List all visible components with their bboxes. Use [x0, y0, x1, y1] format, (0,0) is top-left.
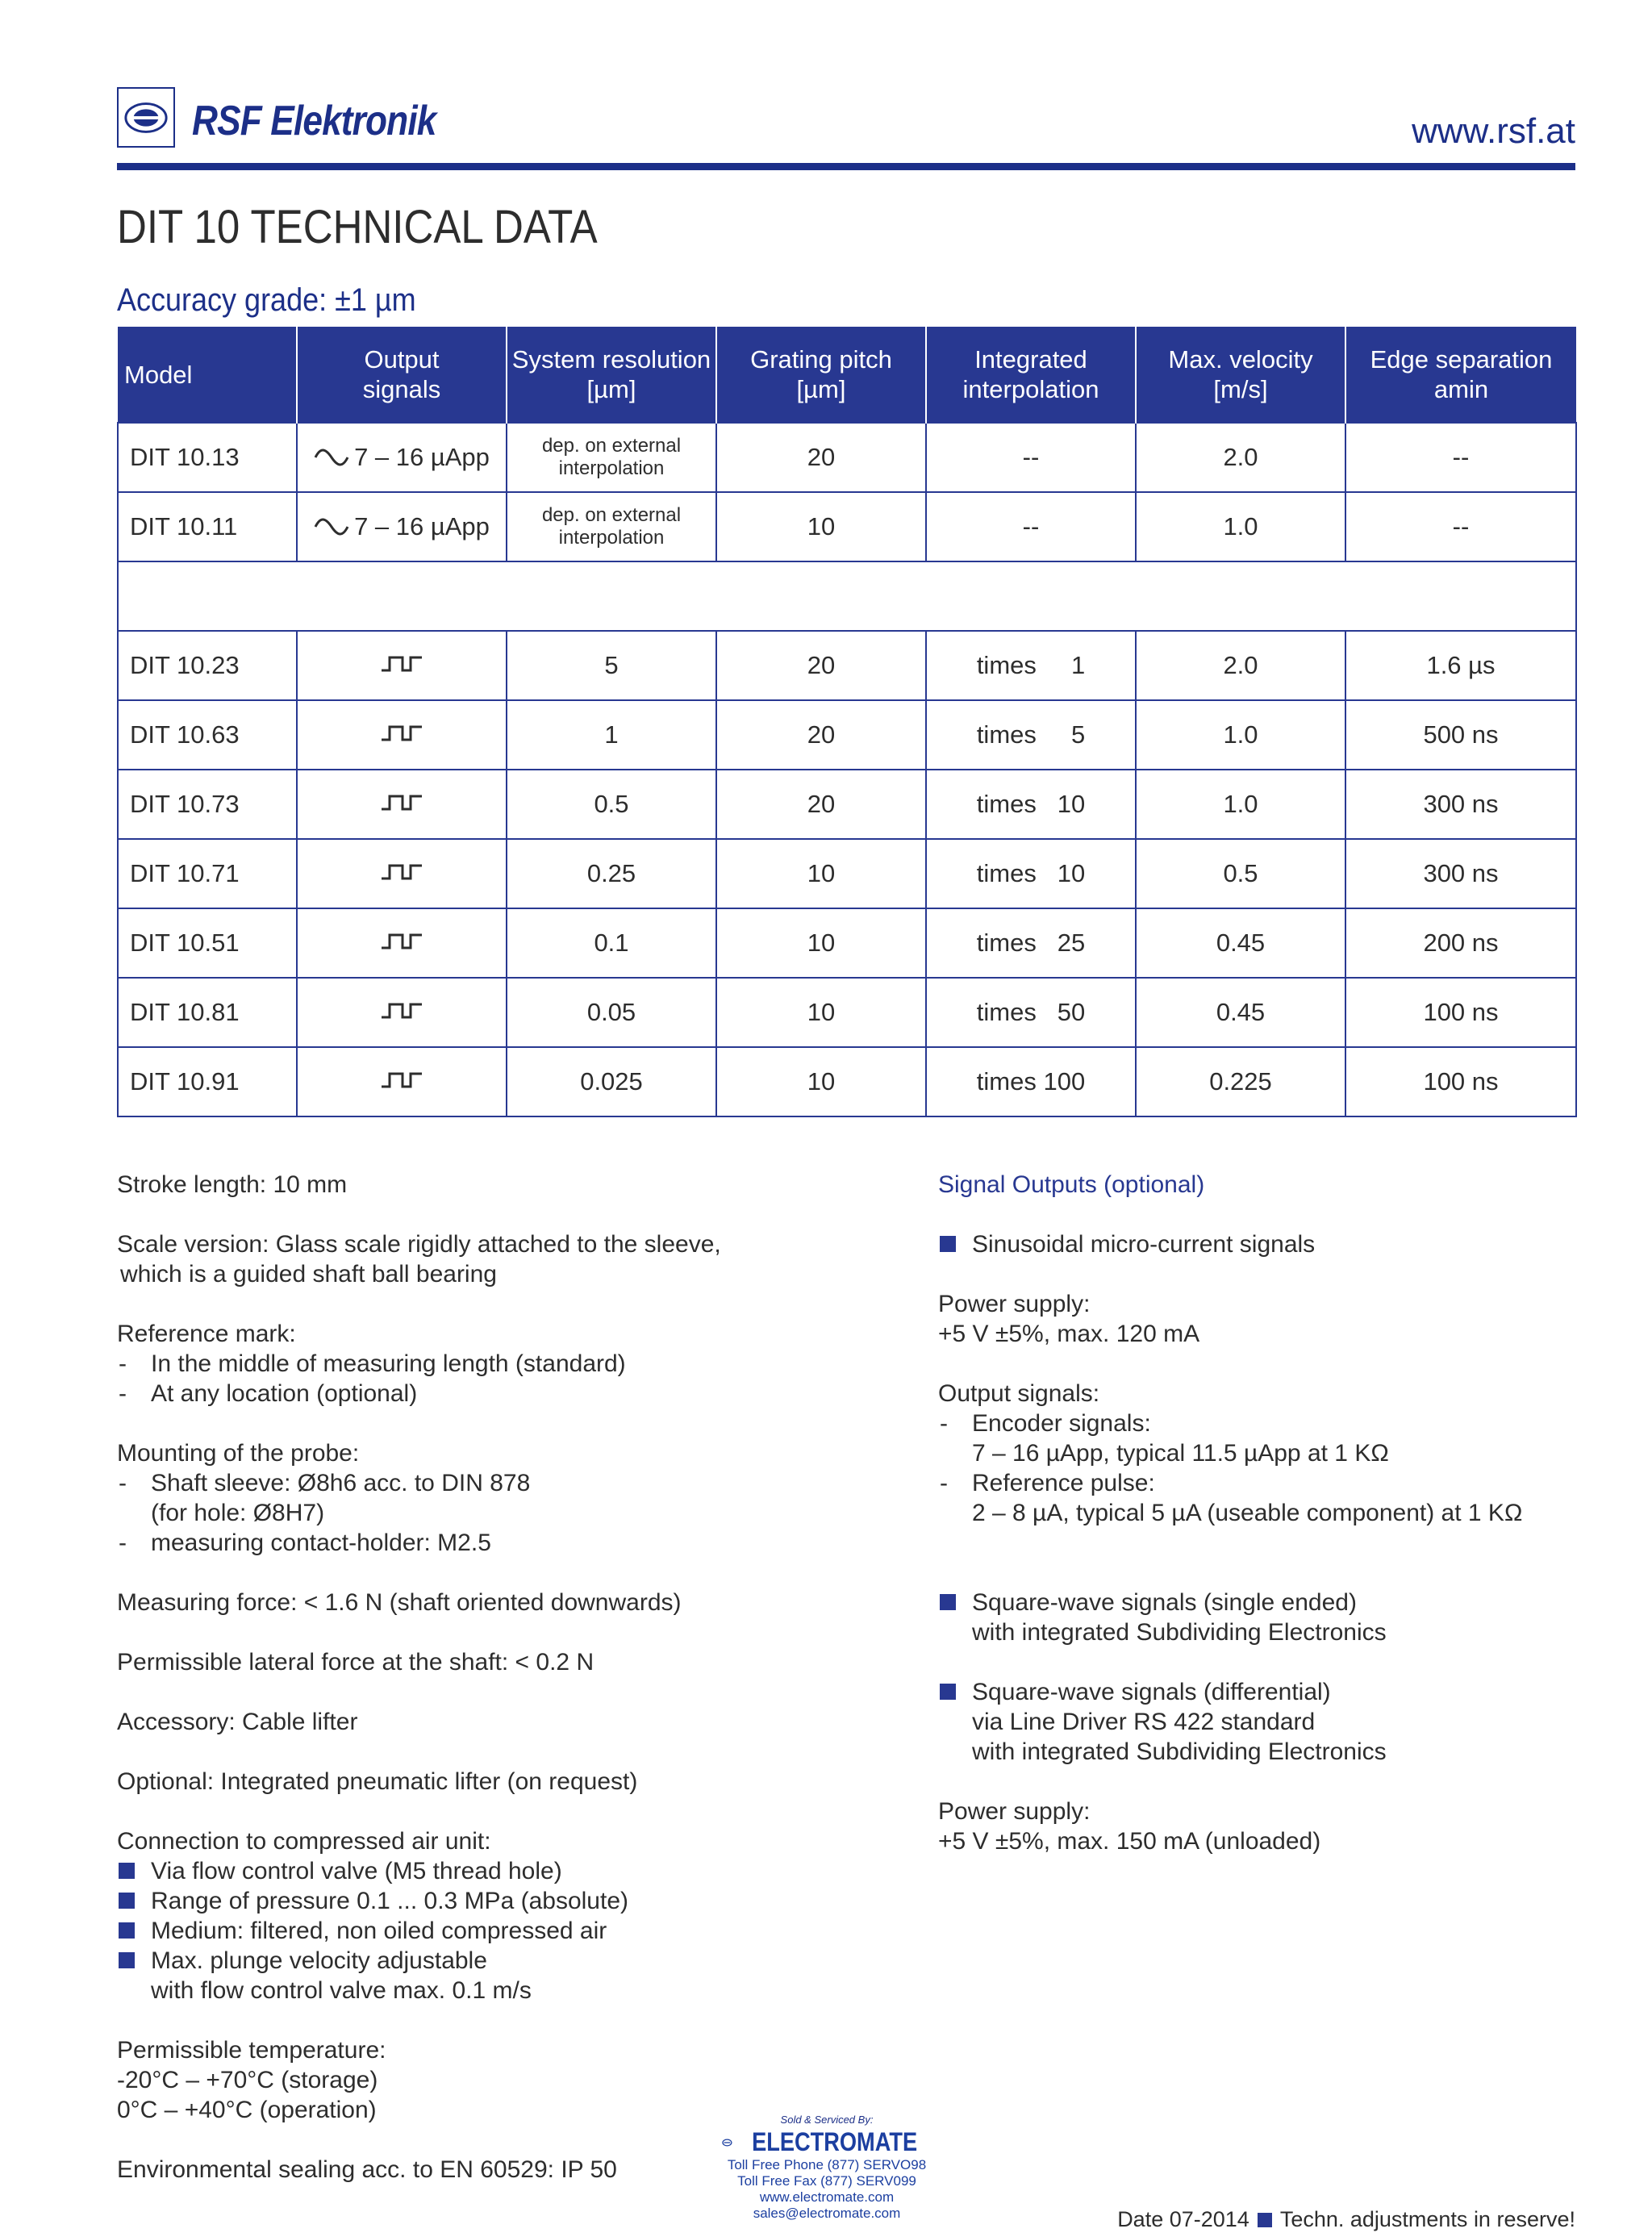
cell-resolution: 5 [507, 631, 716, 700]
power-supply-label: Power supply: [938, 1291, 1091, 1317]
cell-resolution: dep. on external interpolation [507, 423, 716, 492]
cell-pitch: 20 [716, 423, 926, 492]
cell-model: DIT 10.81 [118, 978, 297, 1047]
table-row [118, 908, 1576, 978]
cell-output-signal [297, 631, 507, 700]
cell-model: DIT 10.11 [118, 492, 297, 561]
footer [1117, 2207, 1575, 2232]
table-row [118, 1047, 1576, 1116]
cell-pitch: 10 [716, 1047, 926, 1116]
cell-pitch: 10 [716, 492, 926, 561]
cell-pitch: 10 [716, 978, 926, 1047]
list-item: Max. plunge velocity adjustable [117, 1946, 924, 1976]
sine-wave-icon [314, 449, 349, 466]
toll-free-fax: Toll Free Fax (877) SERV099 [737, 2173, 916, 2189]
header-output-signals: Output signals [297, 327, 507, 423]
cell-pitch: 20 [716, 631, 926, 700]
technical-data-table [117, 327, 1577, 1117]
cell-velocity: 1.0 [1136, 700, 1345, 770]
list-item-cont: 2 – 8 µA, typical 5 µA (useable component) at 1 KΩ [972, 1500, 1523, 1526]
rsf-logo [117, 87, 175, 148]
electromate-email[interactable]: sales@electromate.com [753, 2206, 901, 2221]
mounting-label: Mounting of the probe: [117, 1440, 360, 1467]
temperature-label: Permissible temperature: [117, 2037, 386, 2064]
cell-model: DIT 10.23 [118, 631, 297, 700]
cell-edge: 500 ns [1345, 700, 1576, 770]
power-supply-value: +5 V ±5%, max. 150 mA (unloaded) [938, 1828, 1321, 1855]
spacer-cell [118, 561, 1576, 631]
bullet-square-icon [119, 1952, 135, 1968]
cell-output-signal [297, 978, 507, 1047]
scale-version: Scale version: Glass scale rigidly attached to the sleeve, [117, 1231, 721, 1258]
square-wave-icon [380, 1001, 423, 1020]
cell-velocity: 0.45 [1136, 908, 1345, 978]
cell-velocity: 1.0 [1136, 770, 1345, 839]
table-row [118, 492, 1576, 561]
cell-edge: 300 ns [1345, 839, 1576, 908]
output-signals-label: Output signals: [938, 1380, 1100, 1407]
square-wave-icon [380, 1071, 423, 1090]
cell-output-signal [297, 908, 507, 978]
header-grating-pitch: Grating pitch [µm] [716, 327, 926, 423]
cell-velocity: 2.0 [1136, 423, 1345, 492]
temperature-storage: -20°C – +70°C (storage) [117, 2067, 378, 2093]
list-item: Range of pressure 0.1 ... 0.3 MPa (absolute) [117, 1886, 924, 1916]
lateral-force: Permissible lateral force at the shaft: < 0.2 N [117, 1649, 594, 1676]
stroke-length: Stroke length: 10 mm [117, 1171, 348, 1198]
list-item: Square-wave signals (differential) [938, 1677, 1632, 1707]
list-item-cont: with flow control valve max. 0.1 m/s [151, 1977, 532, 2004]
cell-output-signal [297, 770, 507, 839]
cell-resolution: 0.5 [507, 770, 716, 839]
scale-version-cont: which is a guided shaft ball bearing [120, 1261, 497, 1288]
temperature-operation: 0°C – +40°C (operation) [117, 2097, 377, 2123]
table-row [118, 700, 1576, 770]
cell-velocity: 0.225 [1136, 1047, 1345, 1116]
optional-lifter: Optional: Integrated pneumatic lifter (on request) [117, 1768, 638, 1795]
bullet-square-icon [940, 1236, 956, 1252]
bullet-square-icon [119, 1863, 135, 1879]
table-row [118, 839, 1576, 908]
cell-output-signal [297, 839, 507, 908]
square-wave-icon [380, 724, 423, 743]
cell-interpolation: times 50 [926, 978, 1136, 1047]
footer-note: Techn. adjustments in reserve! [1279, 2207, 1575, 2231]
accuracy-grade: Accuracy grade: ±1 µm [117, 282, 416, 318]
environmental-sealing: Environmental sealing acc. to EN 60529: IP 50 [117, 2156, 617, 2183]
bullet-square-icon [119, 1922, 135, 1939]
square-wave-icon [380, 932, 423, 951]
square-wave-icon [380, 862, 423, 882]
cell-model: DIT 10.71 [118, 839, 297, 908]
cell-resolution: 1 [507, 700, 716, 770]
list-item-cont: via Line Driver RS 422 standard [972, 1709, 1316, 1735]
cell-output-signal: 7 – 16 µApp [297, 423, 507, 492]
cell-velocity: 2.0 [1136, 631, 1345, 700]
electromate-stamp [722, 2114, 932, 2222]
cell-model: DIT 10.63 [118, 700, 297, 770]
left-specs [117, 1170, 924, 2185]
cell-interpolation: times 25 [926, 908, 1136, 978]
bullet-square-icon [940, 1594, 956, 1610]
cell-interpolation: -- [926, 492, 1136, 561]
cell-edge: 200 ns [1345, 908, 1576, 978]
cell-interpolation: -- [926, 423, 1136, 492]
square-wave-icon [380, 654, 423, 674]
cell-resolution: 0.1 [507, 908, 716, 978]
cell-output-signal [297, 1047, 507, 1116]
table-row [118, 423, 1576, 492]
cell-velocity: 0.5 [1136, 839, 1345, 908]
cell-resolution: 0.25 [507, 839, 716, 908]
table-row [118, 978, 1576, 1047]
list-item-cont: with integrated Subdividing Electronics [972, 1738, 1387, 1765]
cell-resolution: 0.05 [507, 978, 716, 1047]
cell-model: DIT 10.51 [118, 908, 297, 978]
cell-edge: 100 ns [1345, 1047, 1576, 1116]
cell-interpolation: times 5 [926, 700, 1136, 770]
cell-pitch: 10 [716, 839, 926, 908]
cell-interpolation: times 1 [926, 631, 1136, 700]
bullet-square-icon [119, 1893, 135, 1909]
cell-resolution: 0.025 [507, 1047, 716, 1116]
document-title: DIT 10 TECHNICAL DATA [117, 201, 598, 253]
table-row [118, 770, 1576, 839]
power-supply-label: Power supply: [938, 1798, 1091, 1825]
list-item: - measuring contact-holder: M2.5 [119, 1530, 491, 1556]
list-item-cont: 7 – 16 µApp, typical 11.5 µApp at 1 KΩ [972, 1440, 1389, 1467]
electromate-logo-icon [722, 2130, 732, 2156]
header-system-resolution: System resolution [µm] [507, 327, 716, 423]
toll-free-phone: Toll Free Phone (877) SERVO98 [727, 2157, 927, 2172]
cell-interpolation: times 10 [926, 770, 1136, 839]
electromate-name: ELECTROMATE [751, 2127, 917, 2156]
signal-outputs-title: Signal Outputs (optional) [938, 1171, 1205, 1198]
table-header-row [118, 327, 1576, 423]
list-item: - At any location (optional) [119, 1380, 418, 1407]
electromate-website[interactable]: www.electromate.com [759, 2189, 895, 2205]
cell-output-signal: 7 – 16 µApp [297, 492, 507, 561]
reference-mark-label: Reference mark: [117, 1321, 296, 1347]
header-integrated-interpolation: Integrated interpolation [926, 327, 1136, 423]
bullet-square-icon [940, 1684, 956, 1700]
cell-edge: 300 ns [1345, 770, 1576, 839]
header-edge-separation: Edge separation amin [1345, 327, 1576, 423]
cell-interpolation: times 100 [926, 1047, 1136, 1116]
connection-label: Connection to compressed air unit: [117, 1828, 491, 1855]
header-model: Model [118, 327, 297, 423]
rsf-logo-icon [123, 94, 169, 141]
list-item: Square-wave signals (single ended) [938, 1588, 1632, 1617]
cell-pitch: 20 [716, 770, 926, 839]
cell-edge: 100 ns [1345, 978, 1576, 1047]
power-supply-value: +5 V ±5%, max. 120 mA [938, 1321, 1200, 1347]
square-wave-icon [380, 793, 423, 812]
cell-pitch: 20 [716, 700, 926, 770]
footer-square-icon [1258, 2213, 1272, 2227]
cell-interpolation: times 10 [926, 839, 1136, 908]
sold-by-label: Sold & Serviced By: [780, 2114, 874, 2126]
cell-pitch: 10 [716, 908, 926, 978]
brand-name: RSF Elektronik [192, 98, 436, 144]
cell-model: DIT 10.73 [118, 770, 297, 839]
list-item: Medium: filtered, non oiled compressed air [117, 1916, 924, 1946]
list-item: Sinusoidal micro-current signals [938, 1229, 1632, 1259]
website-url[interactable]: www.rsf.at [1412, 111, 1575, 151]
list-item: - In the middle of measuring length (standard) [119, 1350, 626, 1377]
list-item: - Shaft sleeve: Ø8h6 acc. to DIN 878 [119, 1470, 531, 1496]
cell-model: DIT 10.91 [118, 1047, 297, 1116]
cell-model: DIT 10.13 [118, 423, 297, 492]
cell-edge: 1.6 µs [1345, 631, 1576, 700]
list-item-cont: (for hole: Ø8H7) [151, 1500, 325, 1526]
electromate-logo [722, 2127, 932, 2157]
cell-velocity: 0.45 [1136, 978, 1345, 1047]
header-max-velocity: Max. velocity [m/s] [1136, 327, 1345, 423]
cell-output-signal [297, 700, 507, 770]
table-spacer-row [118, 561, 1576, 631]
list-item: - Encoder signals: [940, 1410, 1151, 1437]
cell-edge: -- [1345, 423, 1576, 492]
footer-date: Date 07-2014 [1117, 2207, 1249, 2231]
cell-resolution: dep. on external interpolation [507, 492, 716, 561]
table-row [118, 631, 1576, 700]
right-specs [938, 1170, 1632, 1856]
header-divider [117, 163, 1575, 170]
sine-wave-icon [314, 518, 349, 536]
list-item: - Reference pulse: [940, 1470, 1155, 1496]
measuring-force: Measuring force: < 1.6 N (shaft oriented downwards) [117, 1589, 682, 1616]
cell-edge: -- [1345, 492, 1576, 561]
list-item-cont: with integrated Subdividing Electronics [972, 1619, 1387, 1646]
accessory: Accessory: Cable lifter [117, 1709, 358, 1735]
list-item: Via flow control valve (M5 thread hole) [117, 1856, 924, 1886]
cell-velocity: 1.0 [1136, 492, 1345, 561]
